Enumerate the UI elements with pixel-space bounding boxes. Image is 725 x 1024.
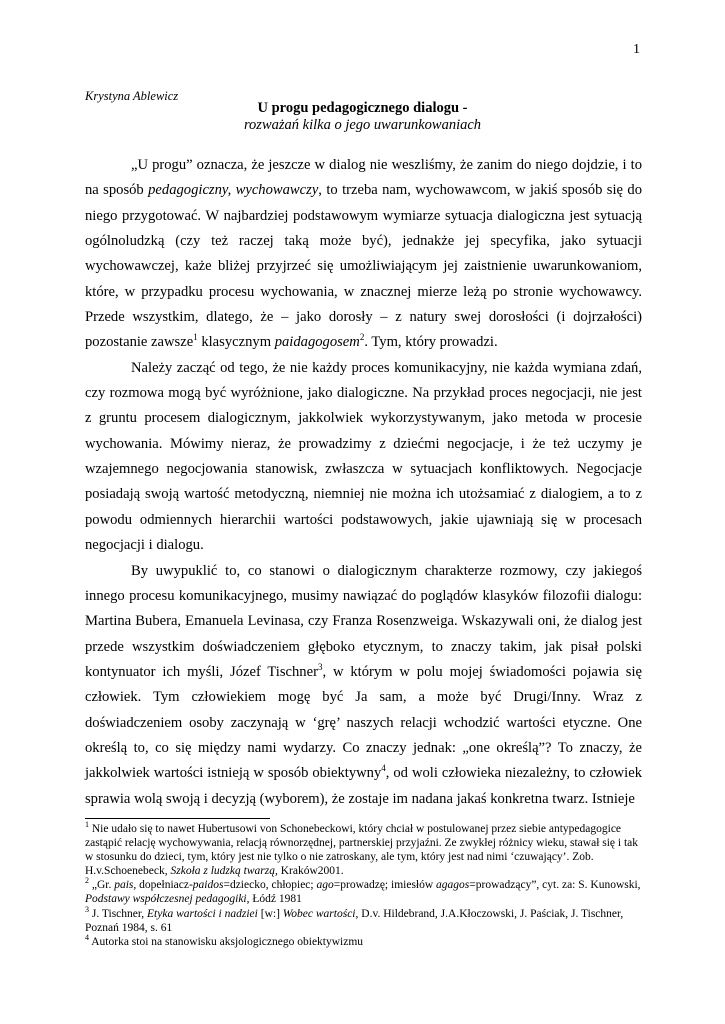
author-name: Krystyna Ablewicz — [85, 89, 179, 103]
footnote-italic-text: paidos — [192, 879, 224, 892]
paragraph-italic-text: pedagogiczny, wychowawczy — [148, 182, 319, 199]
article-title: U progu pedagogicznego dialogu - — [257, 100, 468, 116]
footnote-text: [w:] — [257, 907, 283, 920]
footnote-italic-text: Etyka wartości i nadziei — [147, 907, 258, 920]
footnote-ref-2[interactable]: 2 — [359, 332, 365, 343]
paragraph-text: , w którym w polu mojej świadomości pojawia się człowiek. Tym człowiekiem mogę być Ja sam, a może być Drugi/Inny. Wraz z doświadczeniem osoby zaczynają w ‘grę’ naszych relacji wchodzić wartości etyczne. One określą to, co się między nami wydarzy. Co znaczy jednak: „one określą”? To znaczy, że jakkolwiek wartości istnieją w sposób obiektywny — [85, 663, 642, 782]
footnote-ref-4[interactable]: 4 — [381, 763, 386, 774]
paragraph-italic-text: paidagogosem — [274, 334, 360, 351]
footnote-4 — [85, 932, 645, 949]
footnote-number: 2 — [85, 876, 89, 886]
paragraph-1 — [85, 153, 642, 356]
footnote-text: , Łódź 1981 — [246, 893, 302, 906]
footnote-text: , Kraków2001. — [274, 865, 344, 878]
footnote-italic-text: agagos — [436, 879, 470, 892]
footnote-text: =dziecko, chłopiec; — [223, 879, 317, 892]
footnote-ref-1[interactable]: 1 — [193, 332, 198, 343]
footnote-text: , D.v. Hildebrand, J.A.Kłoczowski, J. Paściak, J. Tischner, Poznań 1984, s. 61 — [85, 907, 624, 934]
footnote-separator — [85, 818, 270, 819]
footnote-italic-text: ago — [316, 879, 334, 892]
footnote-text: Nie udało się to nawet Hubertusowi von Schonebeckowi, który chciał w postulowanej przez siebie antypedagogice zastąpić relację wychowywania, relacją równorzędnej, partnerskiej przyjaźni. Ze zwykłej różnicy wieku, stawał się i tak w stosunku do dzieci, tym, który jest nie tylko o nie zatroskany, ale tym, który jest nad nimi ‘czuwający’. Zob. H.v.Schoenebeck, — [85, 823, 639, 878]
footnote-2 — [85, 878, 645, 906]
paragraph-2: Należy zacząć od tego, że nie każdy proces komunikacyjny, nie każda wymiana zdań, czy rozmowa mogą być wyróżnione, jako dialogiczne. Na przykład proces negocjacji, nie jest z gruntu procesem dialogicznym, jakkolwiek wykorzystywanym, jako metoda w procesie wychowania. Mówimy nieraz, że prowadzimy z dziećmi negocjacje, i że też uczymy je wzajemnego negocjowania stanowisk, zwłaszcza w sytuacjach konfliktowych. Negocjacje posiadają swoją wartość metodyczną, niemniej nie można ich utożsamiać z dialogiem, a to z powodu odmiennych hierarchii wartości podstawowych, jakie ujawniają się w procesach negocjacji i dialogu. — [85, 359, 642, 554]
paragraph-text: „U progu” oznacza, że jeszcze w dialog nie weszliśmy, że zanim do niego dojdzie, i to na sposób — [85, 157, 642, 199]
footnote-italic-text: Podstawy współczesnej pedagogiki — [85, 893, 247, 906]
footnote-text: =prowadzący”, cyt. za: S. Kunowski, — [469, 879, 641, 892]
footnote-italic-text: Szkoła z ludzką twarzą — [170, 865, 275, 878]
footnote-italic-text: Wobec wartości — [282, 907, 356, 920]
footnote-text: „Gr. — [89, 879, 115, 892]
footnote-text: =prowadzę; imiesłów — [333, 879, 437, 892]
paragraph-text: klasycznym — [197, 334, 275, 351]
article-body — [85, 153, 642, 812]
article-subtitle: rozważań kilka o jego uwarunkowaniach — [243, 117, 482, 133]
footnote-3 — [85, 904, 645, 935]
paragraph-text: . Tym, który prowadzi. — [364, 334, 498, 351]
footnote-number: 3 — [85, 904, 89, 914]
footnote-italic-text: pais — [114, 879, 134, 892]
footnote-number: 1 — [85, 820, 89, 830]
footnote-number: 4 — [85, 932, 89, 942]
paragraph-3 — [85, 559, 642, 812]
paragraph-text: , od woli człowieka niezależny, to człowiek sprawia wolą swoją i decyzją (wyborem), że zostaje im nadana jakaś konkretna twarz. Istnieje — [85, 765, 643, 807]
footnote-text: Autorka stoi na stanowisku aksjologicznego obiektywizmu — [89, 935, 364, 948]
page-number: 1 — [633, 42, 640, 57]
footnote-text: J. Tischner, — [89, 907, 148, 920]
paragraph-text: By uwypuklić to, co stanowi o dialogicznym charakterze rozmowy, czy jakiegoś innego procesu komunikacyjnego, musimy nawiązać do poglądów klasyków filozofii dialogu: Martina Bubera, Emanuela Levinasa, czy Franza Rosenzweiga. Wskazywali oni, że dialog jest przede wszystkim doświadczeniem głęboko etycznym, to znaczy takim, jak pisał polski kontynuator ich myśli, Józef Tischner — [85, 562, 642, 680]
footnotes — [85, 822, 645, 949]
footnote-text: , dopełniacz- — [133, 879, 193, 892]
paragraph-text: , to trzeba nam, wychowawcom, w jakiś sposób się do niego przygotować. W najbardziej podstawowym wymiarze sytuacja dialogiczna jest sytuacją ogólnoludzką (czy też raczej taką może być), jednakże jej specyfika, jako sytuacji wychowawczej, każe bliżej przyjrzeć się umożliwiającym jej zaistnienie uwarunkowaniom, które, w przypadku procesu wychowania, w znacznej mierze leżą po stronie wychowawcy. Przede wszystkim, dlatego, że – jako dorosły – z natury swej dorosłości (i dojrzałości) pozostanie zawsze — [85, 182, 642, 351]
footnote-1 — [85, 822, 645, 878]
footnote-ref-3[interactable]: 3 — [317, 662, 323, 673]
